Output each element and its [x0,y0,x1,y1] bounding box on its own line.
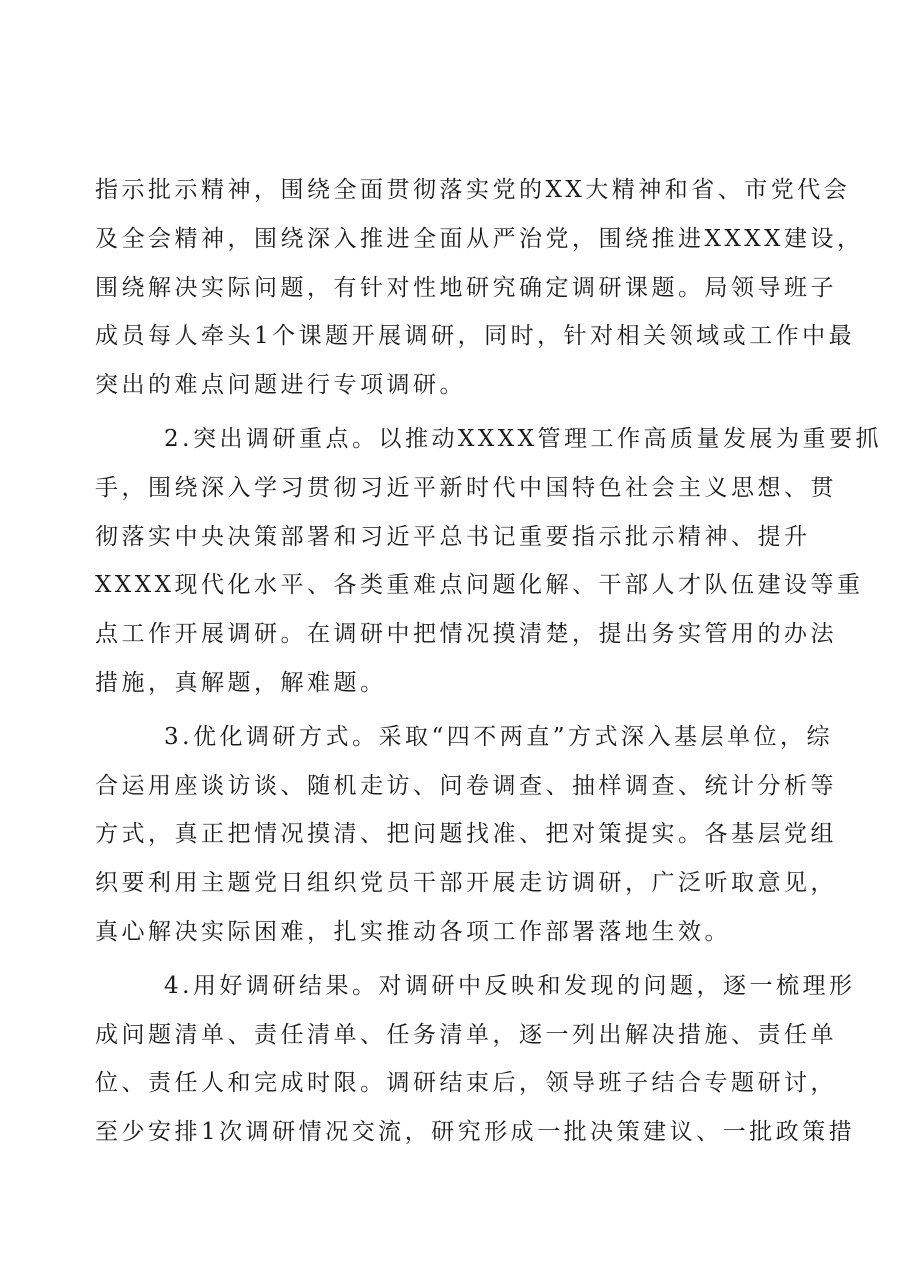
text-line: 合运用座谈访谈、随机走访、问卷调查、抽样调查、统计分析等 [95,772,837,799]
text-line: 围绕解决实际问题，有针对性地研究确定调研课题。局领导班子 [95,274,837,301]
text-line: 点工作开展调研。在调研中把情况摸清楚，提出务实管用的办法 [95,621,837,648]
paragraph-point-2 [95,415,882,708]
text-line: 3.优化调研方式。采取“四不两直”方式深入基层单位，综 [164,723,833,750]
text-line: 彻落实中央决策部署和习近平总书记重要指示批示精神、提升 [95,523,811,550]
document-body [95,166,882,1157]
paragraph-intro [95,166,864,410]
text-line: 至少安排1次调研情况交流，研究形成一批决策建议、一批政策措 [95,1119,856,1146]
text-line: 成问题清单、责任清单、任务清单，逐一列出解决措施、责任单 [95,1021,837,1048]
text-line: 方式，真正把情况摸清、把问题找准、把对策提实。各基层党组 [95,821,837,848]
text-line: 位、责任人和完成时限。调研结束后，领导班子结合专题研讨， [95,1070,837,1097]
text-line: 2.突出调研重点。以推动XXXX管理工作高质量发展为重要抓 [164,425,882,452]
text-line: XXXX现代化水平、各类重难点问题化解、干部人才队伍建设等重 [95,572,864,599]
text-line: 突出的难点问题进行专项调研。 [95,372,466,399]
text-line: 成员每人牵头1个课题开展调研，同时，针对相关领域或工作中最 [95,323,856,350]
text-line: 措施，真解题，解难题。 [95,669,387,696]
paragraph-point-3 [95,713,837,957]
text-line: 手，围绕深入学习贯彻习近平新时代中国特色社会主义思想、贯 [95,474,837,501]
text-line: 指示批示精神，围绕全面贯彻落实党的XX大精神和省、市党代会 [95,177,851,203]
text-line: 真心解决实际困难，扎实推动各项工作部署落地生效。 [95,918,731,945]
text-line: 织要利用主题党日组织党员干部开展走访调研，广泛听取意见， [95,870,837,897]
paragraph-point-4 [95,962,856,1157]
text-line: 及全会精神，围绕深入推进全面从严治党，围绕推进XXXX建设， [95,225,864,252]
text-line: 4.用好调研结果。对调研中反映和发现的问题，逐一梳理形 [164,972,856,999]
